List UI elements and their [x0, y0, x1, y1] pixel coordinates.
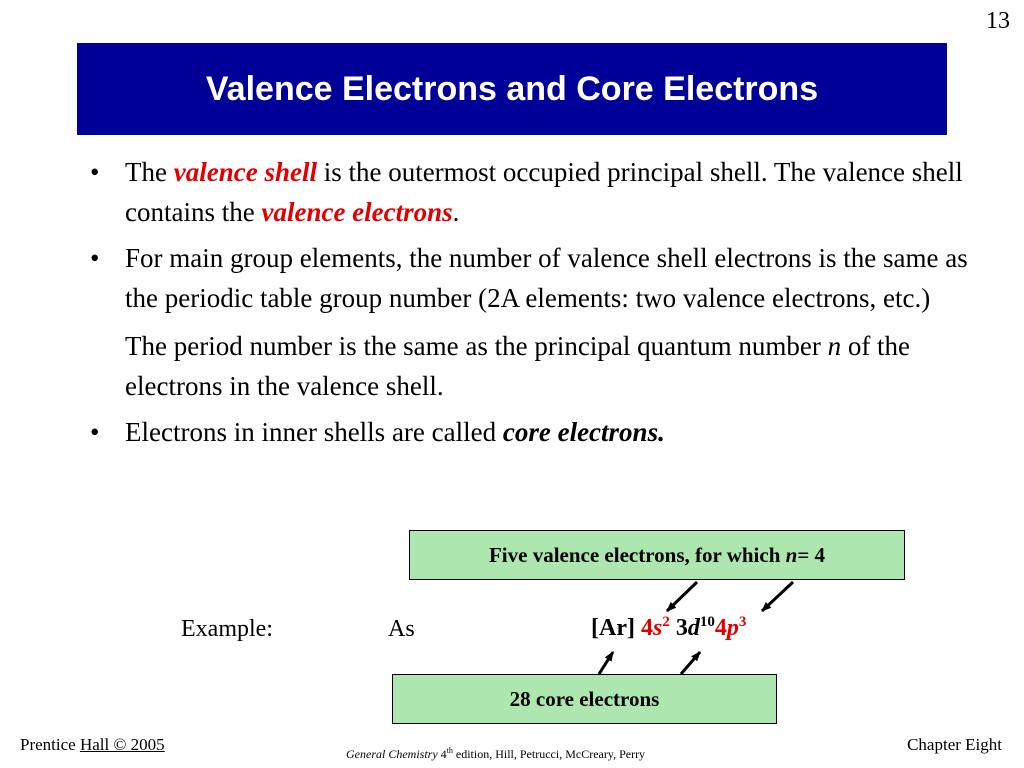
- slide-title: Valence Electrons and Core Electrons: [205, 69, 819, 108]
- footer-publisher: [20, 735, 165, 755]
- footer-chapter: Chapter Eight: [907, 735, 1002, 754]
- var-n: n: [827, 331, 842, 361]
- term-valence-electrons: valence electrons: [261, 197, 453, 227]
- text: 28 core electrons: [509, 686, 660, 711]
- arrow-to-4s: [667, 582, 697, 611]
- arrow-to-4p: [762, 582, 793, 611]
- term-core-electrons: core electrons.: [502, 417, 665, 447]
- example-element: As: [388, 616, 415, 642]
- copyright: Hall © 2005: [79, 735, 165, 754]
- electron-count: 10: [699, 614, 715, 630]
- config-core: [Ar]: [591, 615, 641, 641]
- text: The: [125, 157, 174, 187]
- subshell-letter: d: [687, 615, 700, 641]
- text: edition, Hill, Petrucci, McCreary, Perry: [452, 747, 646, 761]
- text: th: [446, 746, 453, 755]
- slide-number: 13: [986, 8, 1010, 34]
- bullet-dot: •: [90, 157, 100, 187]
- shell-number: 4: [714, 615, 727, 641]
- electron-count: 2: [662, 614, 670, 630]
- footer-citation: [346, 746, 645, 762]
- shell-number: 4: [640, 615, 653, 641]
- book-title: General Chemistry: [346, 747, 438, 761]
- text: Five valence electrons, for which: [488, 542, 781, 567]
- arrow-from-core-to-ar: [599, 652, 613, 674]
- electron-count: 3: [738, 614, 747, 630]
- shell-number: 3: [669, 615, 688, 641]
- text: 4: [437, 747, 447, 761]
- arrow-from-core-to-3d: [681, 652, 700, 674]
- var-n: n: [785, 542, 798, 567]
- term-valence-shell: valence shell: [173, 157, 317, 187]
- text: Electrons in inner shells are called: [125, 417, 503, 447]
- subshell-letter: s: [652, 615, 663, 641]
- subshell-letter: p: [726, 615, 739, 641]
- text: = 4: [797, 542, 826, 567]
- text: of the electrons in the valence shell.: [125, 331, 911, 401]
- text: The period number is the same as the principal quantum number: [125, 331, 828, 361]
- text: .: [452, 197, 460, 227]
- example-label: Example:: [181, 616, 273, 642]
- text: For main group elements, the number of valence shell electrons is the same as the periodic table group number (2A elements: two valence electrons, etc.): [125, 243, 968, 313]
- bullet-dot: •: [90, 243, 100, 273]
- text: Prentice: [20, 735, 80, 754]
- bullet-dot: •: [90, 417, 100, 447]
- text: is the outermost occupied principal shell. The valence shell contains the: [125, 157, 963, 227]
